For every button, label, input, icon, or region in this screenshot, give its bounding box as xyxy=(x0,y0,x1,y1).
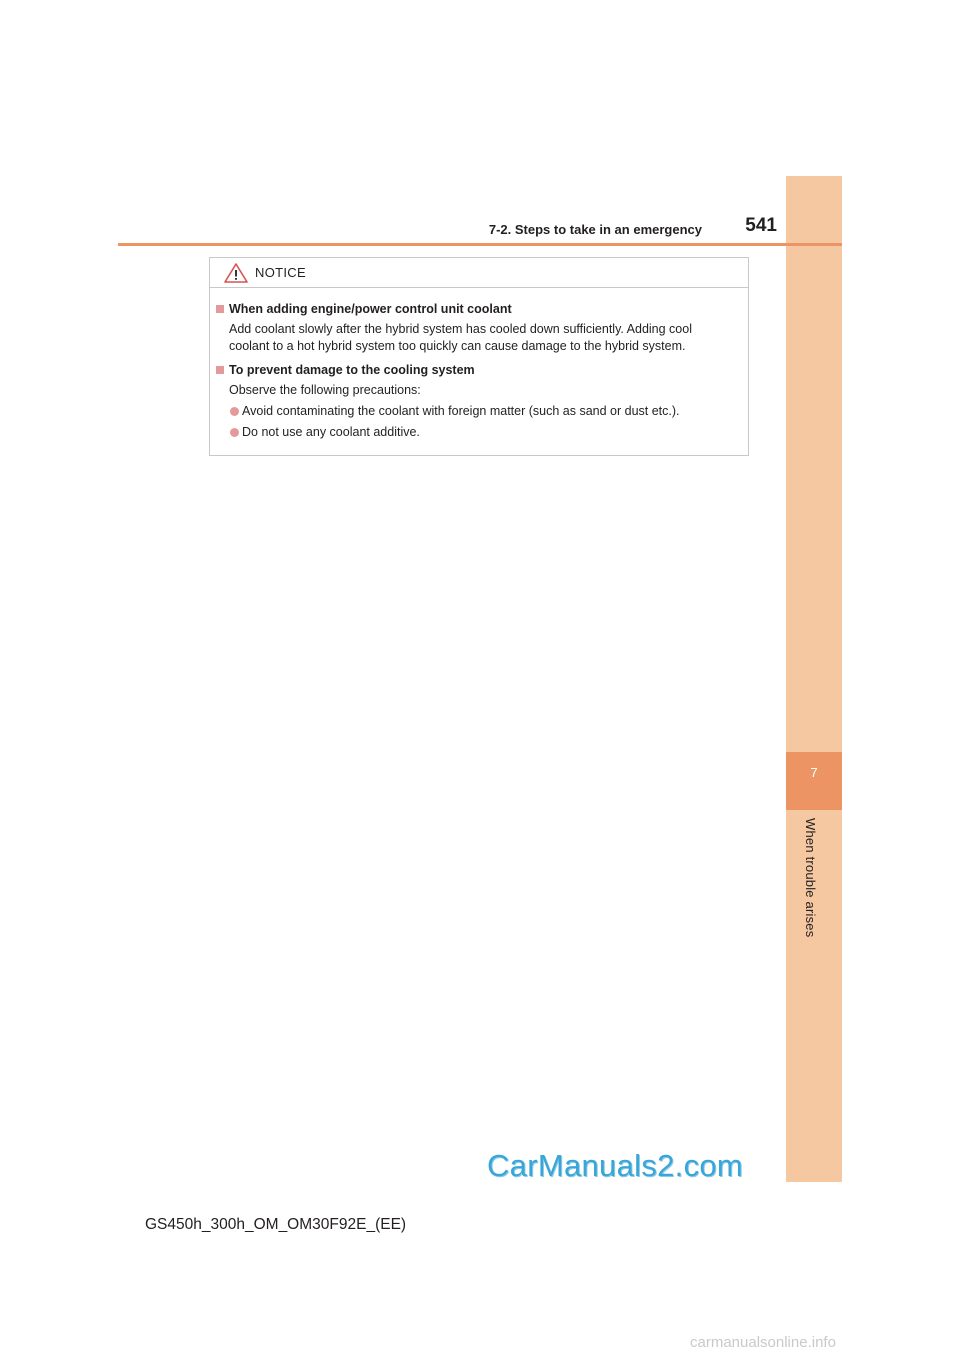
chapter-number-box xyxy=(786,752,842,810)
chapter-title: When trouble arises xyxy=(803,818,818,938)
notice-item-heading xyxy=(216,362,742,379)
square-bullet-icon xyxy=(216,366,224,374)
header-rule xyxy=(118,243,842,246)
watermark-logo: CarManuals2.com xyxy=(487,1148,744,1183)
list-item-text: Avoid contaminating the coolant with foreign matter (such as sand or dust etc.). xyxy=(242,404,680,418)
list-item-text: Do not use any coolant additive. xyxy=(242,425,420,439)
document-code: GS450h_300h_OM_OM30F92E_(EE) xyxy=(145,1216,407,1233)
notice-item-body xyxy=(216,321,742,355)
list-item xyxy=(216,403,742,420)
round-bullet-icon xyxy=(230,428,239,437)
notice-header xyxy=(210,258,748,288)
section-title: 7-2. Steps to take in an emergency xyxy=(488,222,702,237)
notice-item-heading-text: When adding engine/power control unit coolant xyxy=(229,302,512,316)
notice-item-body-line: Add coolant slowly after the hybrid system has cooled down sufficiently. Adding cool xyxy=(229,322,692,336)
notice-item-heading xyxy=(216,301,742,318)
chapter-number: 7 xyxy=(810,765,818,780)
warning-triangle-icon xyxy=(224,263,248,283)
notice-box xyxy=(209,257,749,456)
list-item xyxy=(216,424,742,441)
page-number: 541 xyxy=(745,215,777,236)
notice-title: NOTICE xyxy=(255,265,306,280)
chapter-side-tab xyxy=(786,176,842,1182)
square-bullet-icon xyxy=(216,305,224,313)
notice-item-heading-text: To prevent damage to the cooling system xyxy=(229,363,475,377)
notice-content xyxy=(216,301,742,441)
notice-item-body-line: coolant to a hot hybrid system too quickly can cause damage to the hybrid system. xyxy=(229,339,686,353)
notice-item-body: Observe the following precautions: xyxy=(229,383,421,397)
watermark-footer: carmanualsonline.info xyxy=(690,1334,836,1351)
round-bullet-icon xyxy=(230,407,239,416)
